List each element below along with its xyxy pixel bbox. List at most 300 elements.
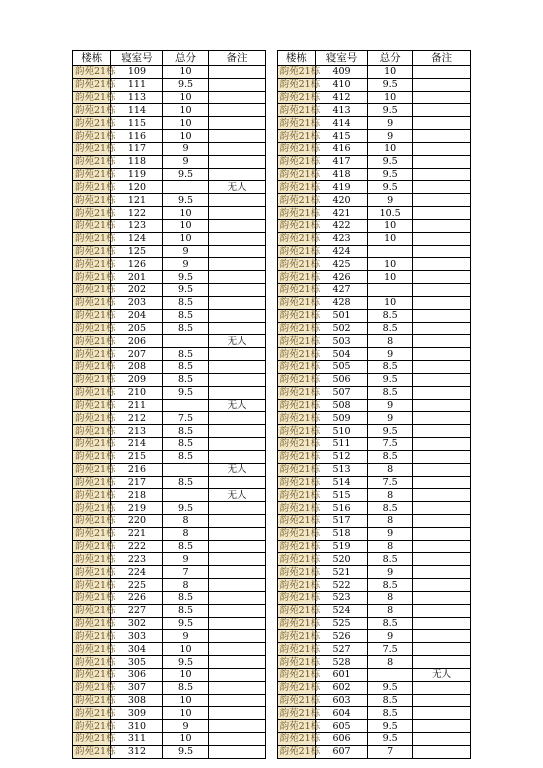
right-note-cell [413,553,471,566]
right-score-cell: 9 [368,527,413,540]
right-score-cell: 10 [368,66,413,79]
left-score-cell: 8 [163,579,208,592]
right-room-cell: 502 [316,322,368,335]
right-note-cell [413,643,471,656]
right-building-cell: 韵苑21栋 [277,373,315,386]
right-building-cell: 韵苑21栋 [277,142,315,155]
right-note-cell [413,604,471,617]
left-note-cell [208,450,266,463]
right-room-cell: 419 [316,181,368,194]
right-score-cell: 9.5 [368,181,413,194]
table-row [73,553,471,566]
table-row [73,591,471,604]
left-room-cell: 303 [111,630,163,643]
right-room-cell: 509 [316,412,368,425]
right-room-cell: 426 [316,271,368,284]
left-building-cell: 韵苑21栋 [73,617,111,630]
column-gap [266,733,277,746]
right-building-cell: 韵苑21栋 [277,476,315,489]
left-room-cell: 307 [111,681,163,694]
column-gap [266,348,277,361]
column-gap [266,527,277,540]
left-note-cell [208,142,266,155]
right-building-cell: 韵苑21栋 [277,91,315,104]
dorm-score-table [72,50,471,759]
right-score-cell: 8 [368,489,413,502]
right-room-cell: 422 [316,219,368,232]
left-score-cell: 8.5 [163,322,208,335]
right-room-cell: 520 [316,553,368,566]
right-room-cell: 525 [316,617,368,630]
column-gap [266,450,277,463]
left-score-cell: 9.5 [163,745,208,758]
left-room-cell: 206 [111,335,163,348]
right-note-cell [413,117,471,130]
right-building-cell: 韵苑21栋 [277,335,315,348]
right-room-cell: 523 [316,591,368,604]
right-score-cell: 9.5 [368,104,413,117]
left-building-cell: 韵苑21栋 [73,399,111,412]
right-room-cell: 517 [316,514,368,527]
left-note-cell [208,745,266,758]
left-note-cell [208,386,266,399]
left-building-cell: 韵苑21栋 [73,219,111,232]
left-building-cell: 韵苑21栋 [73,91,111,104]
right-building-cell: 韵苑21栋 [277,656,315,669]
right-room-cell: 602 [316,681,368,694]
right-room-cell: 604 [316,707,368,720]
table-row [73,258,471,271]
right-score-cell: 9.5 [368,425,413,438]
left-score-cell: 9.5 [163,271,208,284]
right-note-cell [413,258,471,271]
right-room-cell: 519 [316,540,368,553]
left-score-cell: 10 [163,232,208,245]
left-score-cell [163,489,208,502]
right-room-cell: 418 [316,168,368,181]
right-building-cell: 韵苑21栋 [277,361,315,374]
right-score-cell: 8 [368,591,413,604]
left-building-cell: 韵苑21栋 [73,284,111,297]
right-note-cell [413,527,471,540]
left-note-cell [208,540,266,553]
column-gap [266,707,277,720]
left-building-cell: 韵苑21栋 [73,335,111,348]
left-room-cell: 218 [111,489,163,502]
header-note-left: 备注 [208,51,266,66]
table-row [73,373,471,386]
right-note-cell [413,130,471,143]
right-building-cell: 韵苑21栋 [277,168,315,181]
left-room-cell: 121 [111,194,163,207]
right-note-cell [413,450,471,463]
table-row [73,271,471,284]
column-gap [266,566,277,579]
right-building-cell: 韵苑21栋 [277,181,315,194]
table-row [73,630,471,643]
table-row [73,476,471,489]
right-note-cell [413,91,471,104]
column-gap [266,117,277,130]
column-gap [266,681,277,694]
right-building-cell: 韵苑21栋 [277,271,315,284]
column-gap [266,579,277,592]
left-note-cell [208,617,266,630]
left-building-cell: 韵苑21栋 [73,656,111,669]
column-gap [266,66,277,79]
right-score-cell: 8.5 [368,322,413,335]
table-row [73,438,471,451]
left-building-cell: 韵苑21栋 [73,117,111,130]
right-building-cell: 韵苑21栋 [277,219,315,232]
right-building-cell: 韵苑21栋 [277,412,315,425]
header-score-left: 总分 [163,51,208,66]
table-row [73,245,471,258]
right-note-cell [413,476,471,489]
left-score-cell [163,335,208,348]
left-note-cell [208,104,266,117]
right-score-cell: 8 [368,335,413,348]
left-room-cell: 126 [111,258,163,271]
right-note-cell [413,540,471,553]
left-building-cell: 韵苑21栋 [73,630,111,643]
column-gap [266,591,277,604]
table-row [73,450,471,463]
column-gap [266,194,277,207]
right-score-cell: 9 [368,348,413,361]
table-row [73,335,471,348]
table-row [73,284,471,297]
right-note-cell [413,514,471,527]
left-score-cell [163,181,208,194]
left-room-cell: 217 [111,476,163,489]
left-score-cell: 10 [163,733,208,746]
column-gap [266,502,277,515]
right-score-cell: 8 [368,656,413,669]
right-note-cell [413,361,471,374]
left-score-cell: 8.5 [163,425,208,438]
left-building-cell: 韵苑21栋 [73,361,111,374]
left-note-cell [208,296,266,309]
left-note-cell [208,130,266,143]
table-row [73,489,471,502]
table-row [73,527,471,540]
table-row [73,219,471,232]
right-score-cell: 10 [368,258,413,271]
right-building-cell: 韵苑21栋 [277,540,315,553]
table-row [73,78,471,91]
left-note-cell [208,668,266,681]
right-room-cell: 410 [316,78,368,91]
left-score-cell [163,463,208,476]
column-gap [266,207,277,220]
left-score-cell: 10 [163,643,208,656]
table-row [73,296,471,309]
left-score-cell: 8.5 [163,373,208,386]
right-note-cell [413,194,471,207]
right-score-cell: 10 [368,271,413,284]
column-gap [266,271,277,284]
column-gap [266,668,277,681]
right-score-cell: 8.5 [368,553,413,566]
right-score-cell: 7 [368,745,413,758]
right-note-cell [413,296,471,309]
left-room-cell: 213 [111,425,163,438]
right-score-cell: 8 [368,463,413,476]
left-score-cell: 9 [163,142,208,155]
right-note-cell [413,271,471,284]
left-note-cell: 无人 [208,463,266,476]
column-gap [266,604,277,617]
column-gap [266,514,277,527]
right-note-cell [413,733,471,746]
table-row [73,604,471,617]
left-note-cell [208,412,266,425]
column-gap [266,412,277,425]
table-row [73,668,471,681]
left-room-cell: 312 [111,745,163,758]
left-note-cell [208,219,266,232]
column-gap [266,168,277,181]
table-row [73,463,471,476]
left-score-cell: 9 [163,245,208,258]
left-building-cell: 韵苑21栋 [73,104,111,117]
column-gap [266,553,277,566]
left-score-cell [163,399,208,412]
right-note-cell [413,707,471,720]
left-note-cell [208,66,266,79]
header-score-right: 总分 [368,51,413,66]
right-room-cell: 420 [316,194,368,207]
left-room-cell: 207 [111,348,163,361]
left-room-cell: 111 [111,78,163,91]
left-room-cell: 119 [111,168,163,181]
right-note-cell [413,617,471,630]
table-row [73,207,471,220]
right-score-cell: 10 [368,232,413,245]
left-building-cell: 韵苑21栋 [73,476,111,489]
column-gap [266,219,277,232]
right-building-cell: 韵苑21栋 [277,566,315,579]
right-score-cell: 8.5 [368,617,413,630]
left-score-cell: 9.5 [163,168,208,181]
right-note-cell [413,104,471,117]
left-building-cell: 韵苑21栋 [73,579,111,592]
right-score-cell [368,245,413,258]
left-note-cell: 无人 [208,489,266,502]
left-building-cell: 韵苑21栋 [73,155,111,168]
left-room-cell: 212 [111,412,163,425]
left-note-cell [208,591,266,604]
left-room-cell: 116 [111,130,163,143]
right-building-cell: 韵苑21栋 [277,348,315,361]
right-room-cell: 507 [316,386,368,399]
right-building-cell: 韵苑21栋 [277,104,315,117]
left-score-cell: 8.5 [163,591,208,604]
column-gap [266,540,277,553]
right-score-cell: 9 [368,117,413,130]
right-score-cell: 9 [368,130,413,143]
left-score-cell: 8.5 [163,450,208,463]
table-row [73,399,471,412]
right-room-cell: 508 [316,399,368,412]
table-row [73,194,471,207]
left-score-cell: 8.5 [163,540,208,553]
right-building-cell: 韵苑21栋 [277,117,315,130]
right-building-cell: 韵苑21栋 [277,643,315,656]
left-score-cell: 10 [163,117,208,130]
left-note-cell [208,91,266,104]
right-note-cell [413,168,471,181]
column-gap [266,399,277,412]
left-score-cell: 10 [163,130,208,143]
left-note-cell [208,502,266,515]
left-building-cell: 韵苑21栋 [73,348,111,361]
left-note-cell [208,309,266,322]
right-building-cell: 韵苑21栋 [277,604,315,617]
left-room-cell: 202 [111,284,163,297]
right-note-cell [413,412,471,425]
left-building-cell: 韵苑21栋 [73,604,111,617]
column-gap [266,258,277,271]
right-building-cell: 韵苑21栋 [277,450,315,463]
left-building-cell: 韵苑21栋 [73,463,111,476]
right-note-cell [413,694,471,707]
table-body [73,66,471,759]
right-building-cell: 韵苑21栋 [277,130,315,143]
right-building-cell: 韵苑21栋 [277,399,315,412]
left-note-cell [208,514,266,527]
left-building-cell: 韵苑21栋 [73,591,111,604]
left-building-cell: 韵苑21栋 [73,540,111,553]
left-note-cell [208,78,266,91]
left-score-cell: 10 [163,104,208,117]
left-building-cell: 韵苑21栋 [73,514,111,527]
left-building-cell: 韵苑21栋 [73,232,111,245]
right-note-cell [413,720,471,733]
column-gap [266,463,277,476]
right-room-cell: 521 [316,566,368,579]
left-note-cell [208,168,266,181]
left-note-cell [208,284,266,297]
right-note-cell [413,681,471,694]
right-room-cell: 412 [316,91,368,104]
left-room-cell: 226 [111,591,163,604]
right-room-cell: 427 [316,284,368,297]
right-score-cell: 10 [368,296,413,309]
right-note-cell [413,207,471,220]
right-note-cell [413,232,471,245]
right-room-cell: 515 [316,489,368,502]
table-row [73,745,471,758]
left-building-cell: 韵苑21栋 [73,450,111,463]
right-building-cell: 韵苑21栋 [277,155,315,168]
table-row [73,617,471,630]
right-room-cell: 511 [316,438,368,451]
right-building-cell: 韵苑21栋 [277,207,315,220]
left-building-cell: 韵苑21栋 [73,168,111,181]
left-score-cell: 10 [163,91,208,104]
left-note-cell: 无人 [208,335,266,348]
right-room-cell: 527 [316,643,368,656]
right-building-cell: 韵苑21栋 [277,66,315,79]
left-building-cell: 韵苑21栋 [73,681,111,694]
left-building-cell: 韵苑21栋 [73,502,111,515]
right-room-cell: 514 [316,476,368,489]
right-room-cell: 518 [316,527,368,540]
left-building-cell: 韵苑21栋 [73,130,111,143]
right-room-cell: 528 [316,656,368,669]
left-room-cell: 227 [111,604,163,617]
left-building-cell: 韵苑21栋 [73,566,111,579]
left-note-cell [208,720,266,733]
left-score-cell: 9.5 [163,78,208,91]
left-note-cell [208,232,266,245]
right-score-cell: 9.5 [368,155,413,168]
column-gap [266,694,277,707]
right-note-cell [413,566,471,579]
left-room-cell: 204 [111,309,163,322]
table-row [73,361,471,374]
left-score-cell: 10 [163,207,208,220]
right-score-cell [368,668,413,681]
column-gap [266,309,277,322]
column-gap [266,232,277,245]
column-gap [266,476,277,489]
left-score-cell: 10 [163,707,208,720]
right-room-cell: 413 [316,104,368,117]
left-room-cell: 306 [111,668,163,681]
left-score-cell: 9.5 [163,284,208,297]
right-building-cell: 韵苑21栋 [277,579,315,592]
right-building-cell: 韵苑21栋 [277,630,315,643]
right-building-cell: 韵苑21栋 [277,720,315,733]
left-score-cell: 9 [163,553,208,566]
right-note-cell [413,245,471,258]
left-score-cell: 9.5 [163,194,208,207]
left-room-cell: 114 [111,104,163,117]
left-building-cell: 韵苑21栋 [73,373,111,386]
column-gap [266,155,277,168]
left-score-cell: 8.5 [163,681,208,694]
left-room-cell: 120 [111,181,163,194]
right-room-cell: 524 [316,604,368,617]
table-row [73,707,471,720]
right-room-cell: 409 [316,66,368,79]
right-building-cell: 韵苑21栋 [277,681,315,694]
left-note-cell [208,553,266,566]
table-row [73,514,471,527]
left-room-cell: 122 [111,207,163,220]
column-gap [266,130,277,143]
column-gap [266,245,277,258]
right-building-cell: 韵苑21栋 [277,502,315,515]
right-room-cell: 503 [316,335,368,348]
left-score-cell: 8.5 [163,348,208,361]
right-building-cell: 韵苑21栋 [277,553,315,566]
left-room-cell: 224 [111,566,163,579]
left-room-cell: 214 [111,438,163,451]
left-score-cell: 10 [163,668,208,681]
left-score-cell: 8.5 [163,604,208,617]
left-building-cell: 韵苑21栋 [73,733,111,746]
left-score-cell: 9 [163,155,208,168]
left-score-cell: 8 [163,527,208,540]
right-note-cell [413,489,471,502]
right-room-cell: 428 [316,296,368,309]
column-gap [266,438,277,451]
right-note-cell [413,155,471,168]
